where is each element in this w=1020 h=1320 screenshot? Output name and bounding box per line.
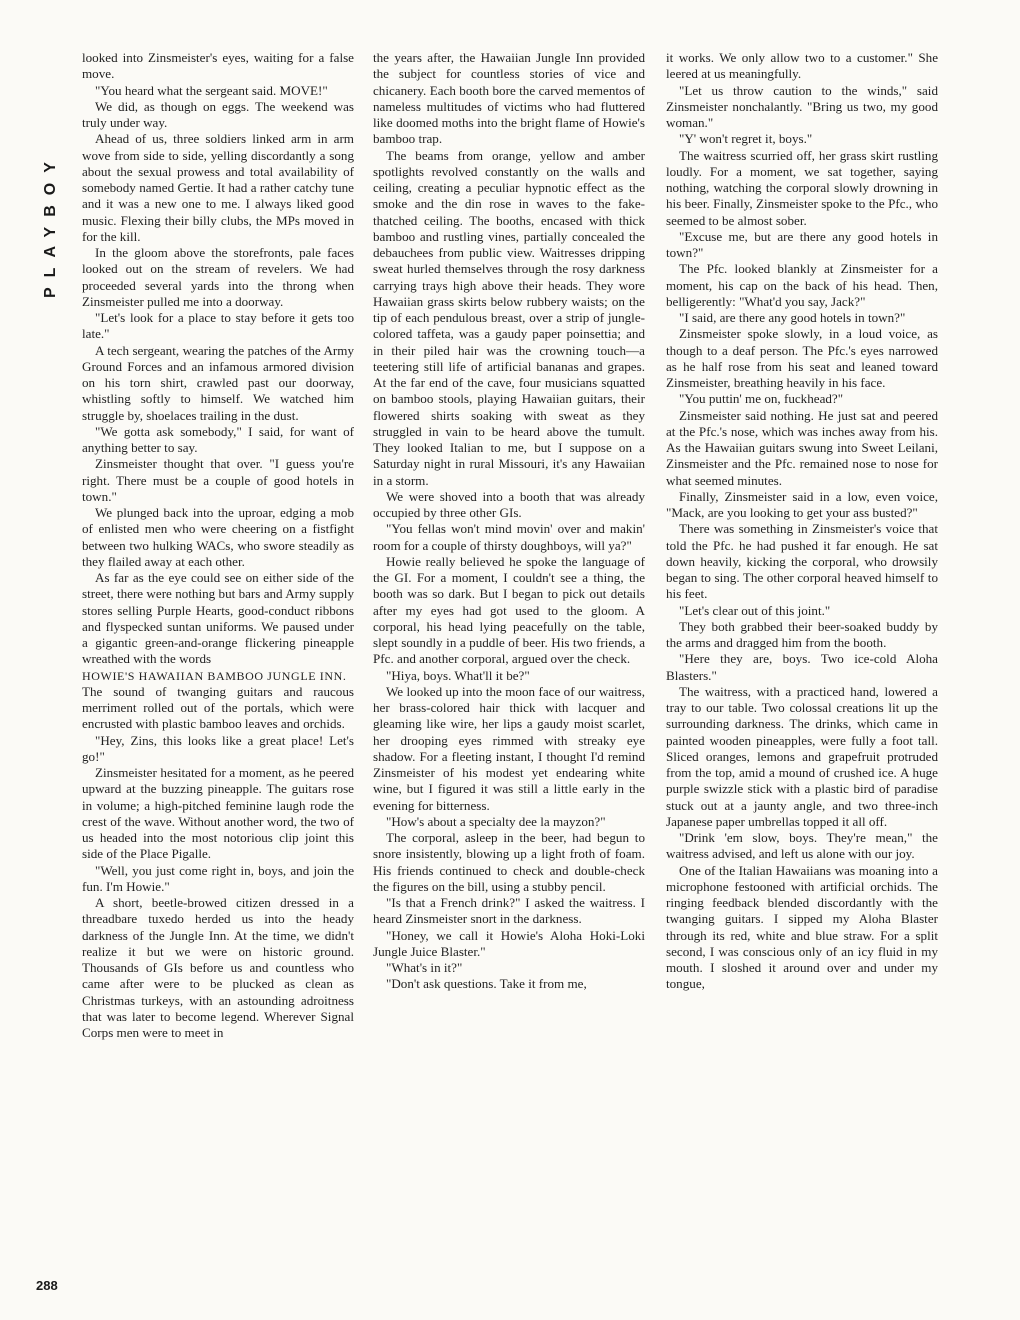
paragraph: "Honey, we call it Howie's Aloha Hoki-Loki Jungle Juice Blaster." xyxy=(373,927,645,959)
paragraph: We looked up into the moon face of our waitress, her brass-colored hair thick with lacquer and gleaming like wire, her lips a gaudy moist scarlet, her drooping eyes rimmed with streaky eye shadow. For a fleeting instant, I thought I'd remind Zinsmeister of his modest yet endearing white wine, but I figured it was still a little early in the evening for bitterness. xyxy=(373,683,645,813)
paragraph: "We gotta ask somebody," I said, for want of anything better to say. xyxy=(82,423,354,455)
paragraph: "I said, are there any good hotels in town?" xyxy=(679,310,906,325)
magazine-masthead xyxy=(34,46,68,306)
paragraph: "You fellas won't mind movin' over and makin' room for a couple of thirsty doughboys, will ya?" xyxy=(373,521,645,553)
paragraph: Finally, Zinsmeister said in a low, even voice, "Mack, are you looking to get your ass busted?" xyxy=(666,488,938,520)
paragraph: They both grabbed their beer-soaked buddy by the arms and dragged him from the booth. xyxy=(666,618,938,650)
paragraph: We were shoved into a booth that was already occupied by three other GIs. xyxy=(373,488,645,520)
paragraph: The waitress scurried off, her grass skirt rustling loudly. For a moment, we sat together, saying nothing, watching the corporal slowly drowning in his beer. Finally, Zinsmeister spoke to the Pfc., who seemed to be almost sober. xyxy=(666,147,938,228)
text-column-3 xyxy=(666,50,938,993)
paragraph: looked into Zinsmeister's eyes, waiting for a false move. xyxy=(82,50,354,82)
paragraph: "You heard what the sergeant said. MOVE!" xyxy=(95,82,328,98)
paragraph: "Let's clear out of this joint." xyxy=(679,602,831,618)
paragraph: We did, as though on eggs. The weekend was truly under way. xyxy=(82,98,354,130)
paragraph: In the gloom above the storefronts, pale faces looked out on the stream of revelers. We had proceeded several yards into the throng when Zinsmeister pulled me into a doorway. xyxy=(82,245,354,309)
text-column-1 xyxy=(82,50,354,1041)
paragraph: the years after, the Hawaiian Jungle Inn provided the subject for countless stories of vice and chicanery. Each booth bore the carved mementos of nameless multitudes of victims who had fluttered like doomed moths into the bright flame of Howie's bamboo trap. xyxy=(373,50,645,147)
paragraph: The corporal, asleep in the beer, had begun to snore insistently, blowing up a light froth of foam. His friends continued to check and double-check the figures on the bill, using a stubby pencil. xyxy=(373,830,645,894)
paragraph: We plunged back into the uproar, edging a mob of enlisted men who were cheering on a fistfight between two hulking WACs, who swore steadily as they flailed away at each other. xyxy=(82,505,354,569)
paragraph: Ahead of us, three soldiers linked arm in arm wove from side to side, yelling discordantly a song about the sexual prowess and total availability of somebody named Gertie. It had a rather catchy tune and it was a new one to me. I always liked good music. Flexing their billy clubs, the MPs moved in for the kill. xyxy=(82,131,354,244)
paragraph: As far as the eye could see on either side of the street, there were nothing but bars and Army supply stores selling Purple Hearts, good-conduct ribbons and flyspecked suntan uniforms. We paused under a gigantic green-and-orange flickering pineapple wreathed with the words xyxy=(82,570,354,667)
paragraph: "You puttin' me on, fuckhead?" xyxy=(679,391,844,407)
paragraph: Zinsmeister spoke slowly, in a loud voice, as though to a deaf person. The Pfc.'s eyes narrowed as he half rose from his seat and leaned toward Zinsmeister, breathing heavily in his face. xyxy=(666,326,938,390)
paragraph: The sound of twanging guitars and raucous merriment rolled out of the portals, which were encrusted with plastic bamboo leaves and orchids. xyxy=(82,683,354,732)
paragraph: One of the Italian Hawaiians was moaning into a microphone festooned with artificial orchids. The ringing feedback blended discordantly with the twanging guitars. I sipped my Aloha Blaster through its red, white and blue straw. For a split second, I was conscious only of an icy fluid in my mouth. I sloshed it around over and under my tongue, xyxy=(666,862,938,992)
paragraph: A short, beetle-browed citizen dressed in a threadbare tuxedo herded us into the heady darkness of the Jungle Inn. At the time, we didn't realize it but we were on historic ground. Thousands of GIs before us and countless who came after were to be plucked as clean as Christmas turkeys, with an astounding adroitness that was later to become legend. Wherever Signal Corps men were to meet in xyxy=(82,895,354,1040)
paragraph: The waitress, with a practiced hand, lowered a tray to our table. Two colossal creations lit up the surrounding darkness. The drinks, which came in painted wooden pineapples, were fully a foot tall. Sliced oranges, lemons and grapefruit protruded from the top, amid a mound of crushed ice. A huge purple swizzle stick with a plastic bird of paradise stuck out at a jaunty angle, and two three-inch Japanese paper umbrellas topped it all off. xyxy=(666,683,938,829)
paragraph: "Hey, Zins, this looks like a great place! Let's go!" xyxy=(82,732,354,764)
paragraph: "Don't ask questions. Take it from me, xyxy=(386,976,587,992)
paragraph: Howie really believed he spoke the language of the GI. For a moment, I couldn't see a thing, the booth was so dark. But I began to pick out details after my eyes had got used to the gloom. A corporal, his head lying peacefully on the table, slept soundly in a puddle of beer. His two friends, a Pfc. and another corporal, argued over the check. xyxy=(373,553,645,667)
paragraph: Zinsmeister hesitated for a moment, as he peered upward at the buzzing pineapple. The guitars rose in volume; a high-pitched feminine laugh rode the crest of the wave. Without another word, the two of us headed into the most notorious clip joint this side of the Place Pigalle. xyxy=(82,765,354,862)
paragraph: "Let us throw caution to the winds," said Zinsmeister nonchalantly. "Bring us two, my good woman." xyxy=(666,82,938,130)
paragraph: The beams from orange, yellow and amber spotlights revolved constantly on the walls and ceiling, creating a peculiar hypnotic effect as the smoke and the din rose in waves to the fake-thatched ceiling. The booths, encased with thick bamboo and rustling vines, partially concealed the debauchees from public view. Waitresses dripping sweat hurled themselves through the rosy darkness carrying trays high above their heads. They wore Hawaiian grass skirts below rubbery waists; on the tip of each pendulous breast, over a strip of jungle-colored taffeta, was a gaudy paper poinsettia; and in their piled hair was the crowning touch—a teetering still life of artificial bananas and grapes. At the far end of the cave, four musicians squatted on bamboo stools, playing Hawaiian guitars, their flowered shirts soaking with sweat as they struggled in vain to be heard above the tumult. They looked Italian to me, but I suppose on a Saturday night in rural Missouri, it's any Hawaiian in a storm. xyxy=(373,147,645,488)
paragraph: Zinsmeister said nothing. He just sat and peered at the Pfc.'s nose, which was inches away from his. As the Hawaiian guitars swung into Sweet Leilani, Zinsmeister and the Pfc. remained nose to nose for what seemed minutes. xyxy=(666,407,938,488)
paragraph: A tech sergeant, wearing the patches of the Army Ground Forces and an infamous armored division on his torn shirt, crawled past our doorway, whistling softly to himself. We watched him struggle by, shoelaces trailing in the dust. xyxy=(82,342,354,423)
paragraph: There was something in Zinsmeister's voice that told the Pfc. he had pushed it far enough. He sat down heavily, kicking the corporal, who drowsily began to sing. The other corporal heaved himself to his feet. xyxy=(666,521,938,602)
sign-text: HOWIE'S HAWAIIAN BAMBOO JUNGLE INN. xyxy=(82,668,347,683)
paragraph: "Let's look for a place to stay before it gets too late." xyxy=(82,310,354,342)
paragraph: "Excuse me, but are there any good hotels in town?" xyxy=(666,228,938,260)
text-column-2 xyxy=(373,50,645,993)
paragraph: "Y' won't regret it, boys." xyxy=(679,131,813,147)
masthead-text: PLAYBOY xyxy=(42,152,59,298)
paragraph: "Drink 'em slow, boys. They're mean," the waitress advised, and left us alone with our joy. xyxy=(666,830,938,862)
paragraph: The Pfc. looked blankly at Zinsmeister for a moment, his cap on the back of his head. Then, belligerently: "What'd you say, Jack?" xyxy=(666,261,938,309)
paragraph: Zinsmeister thought that over. "I guess you're right. There must be a couple of good hotels in town." xyxy=(82,456,354,504)
paragraph: "Here they are, boys. Two ice-cold Aloha Blasters." xyxy=(666,651,938,683)
paragraph: "Is that a French drink?" I asked the waitress. I heard Zinsmeister snort in the darkness. xyxy=(373,895,645,927)
paragraph: "How's about a specialty dee la mayzon?" xyxy=(386,813,606,829)
paragraph: "What's in it?" xyxy=(386,960,463,975)
page-number: 288 xyxy=(36,1278,58,1293)
paragraph: "Hiya, boys. What'll it be?" xyxy=(386,667,530,683)
paragraph: "Well, you just come right in, boys, and join the fun. I'm Howie." xyxy=(82,862,354,894)
paragraph: it works. We only allow two to a customer." She leered at us meaningfully. xyxy=(666,50,938,82)
